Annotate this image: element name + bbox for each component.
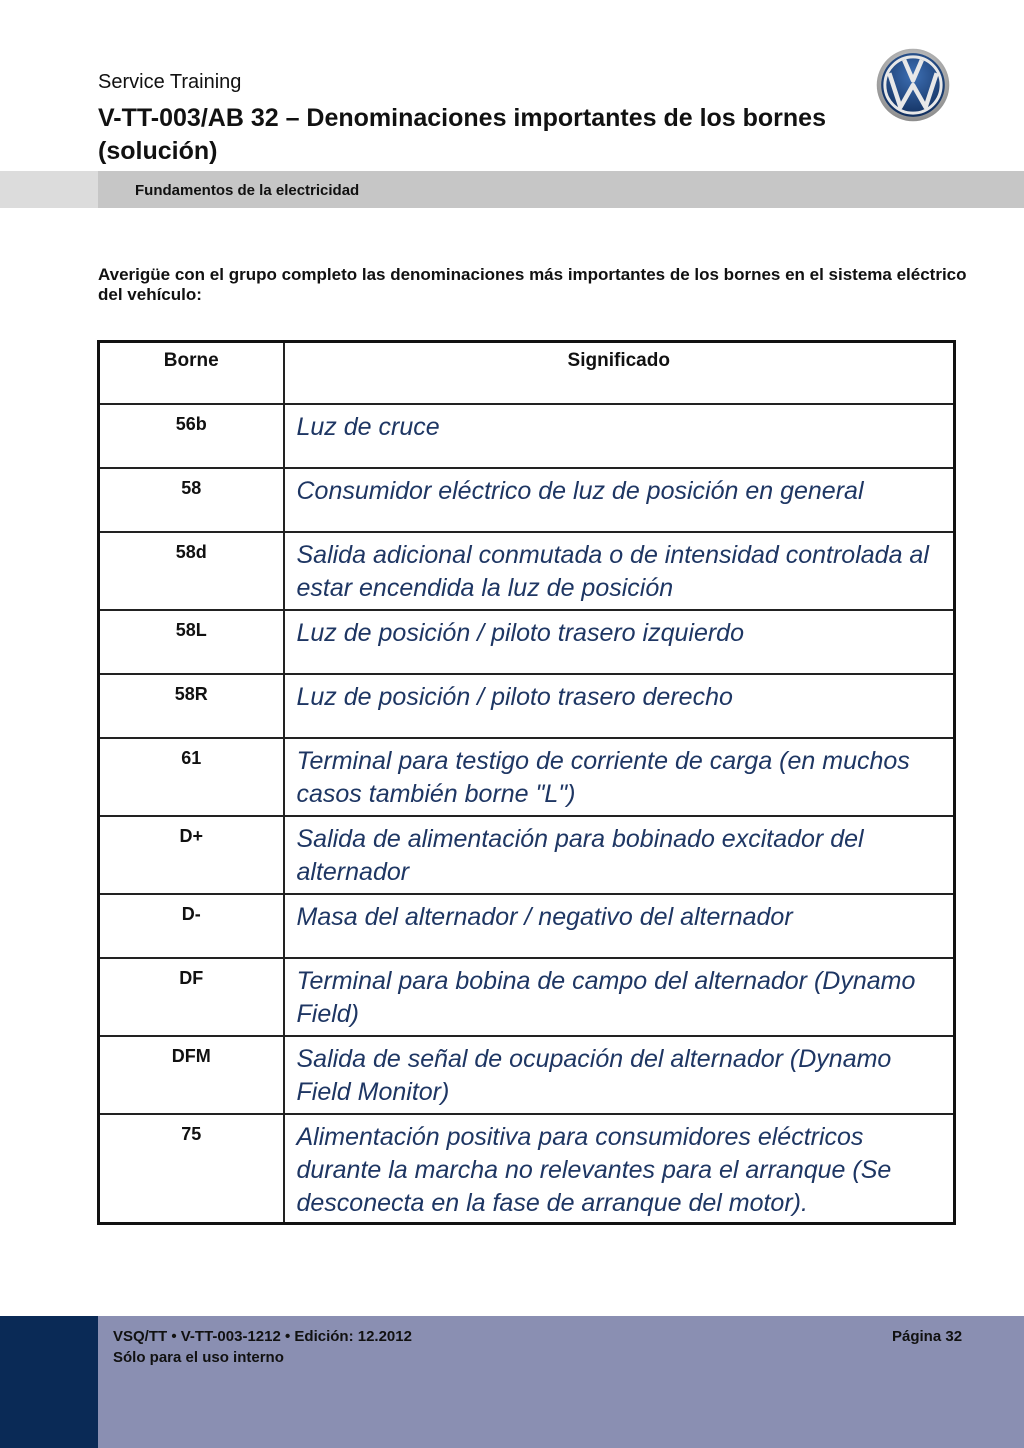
table-row [99,1036,955,1114]
borne-code: 58 [99,468,284,532]
borne-code: 61 [99,738,284,816]
footer-accent [0,1316,98,1448]
borne-meaning: Luz de posición / piloto trasero izquierdo [284,610,955,674]
table-row [99,894,955,958]
borne-code: DFM [99,1036,284,1114]
table-row [99,738,955,816]
section-band-accent [0,171,98,208]
table-header-row [99,342,955,404]
terminals-table [97,340,956,1225]
borne-meaning: Masa del alternador / negativo del alternador [284,894,955,958]
vw-logo-icon [876,48,950,122]
borne-code: 58L [99,610,284,674]
page-number: Página 32 [892,1328,963,1345]
intro-text: Averigüe con el grupo completo las denominaciones más importantes de los bornes en el sistema eléctrico del vehículo: [98,265,967,304]
borne-code: 58R [99,674,284,738]
borne-meaning: Luz de posición / piloto trasero derecho [284,674,955,738]
borne-meaning: Terminal para testigo de corriente de carga (en muchos casos también borne "L") [284,738,955,816]
section-title: Fundamentos de la electricidad [135,182,360,199]
header-borne: Borne [99,342,284,404]
borne-code: 56b [99,404,284,468]
table-row [99,816,955,894]
table-row [99,1114,955,1224]
borne-meaning: Salida de señal de ocupación del alternador (Dynamo Field Monitor) [284,1036,955,1114]
borne-meaning: Salida adicional conmutada o de intensidad controlada al estar encendida la luz de posición [284,532,955,610]
table-row [99,674,955,738]
table-row [99,958,955,1036]
service-training-label: Service Training [98,71,242,93]
borne-meaning: Salida de alimentación para bobinado excitador del alternador [284,816,955,894]
table-row [99,404,955,468]
borne-code: DF [99,958,284,1036]
borne-code: 58d [99,532,284,610]
borne-code: D- [99,894,284,958]
borne-meaning: Terminal para bobina de campo del alternador (Dynamo Field) [284,958,955,1036]
table-row [99,532,955,610]
borne-code: D+ [99,816,284,894]
page-title: V-TT-003/AB 32 – Denominaciones importantes de los bornes (solución) [98,104,826,165]
table-row [99,610,955,674]
table-row [99,468,955,532]
header-significado: Significado [284,342,955,404]
footer-bar [0,1316,1024,1448]
borne-meaning: Consumidor eléctrico de luz de posición en general [284,468,955,532]
footer-internal-use: Sólo para el uso interno [113,1349,284,1366]
borne-code: 75 [99,1114,284,1224]
section-band [0,171,1024,208]
borne-meaning: Alimentación positiva para consumidores eléctricos durante la marcha no relevantes para el arranque (Se desconecta en la fase de arranque del motor). [284,1114,955,1224]
footer-document-info: VSQ/TT • V-TT-003-1212 • Edición: 12.2012 [113,1328,412,1345]
borne-meaning: Luz de cruce [284,404,955,468]
